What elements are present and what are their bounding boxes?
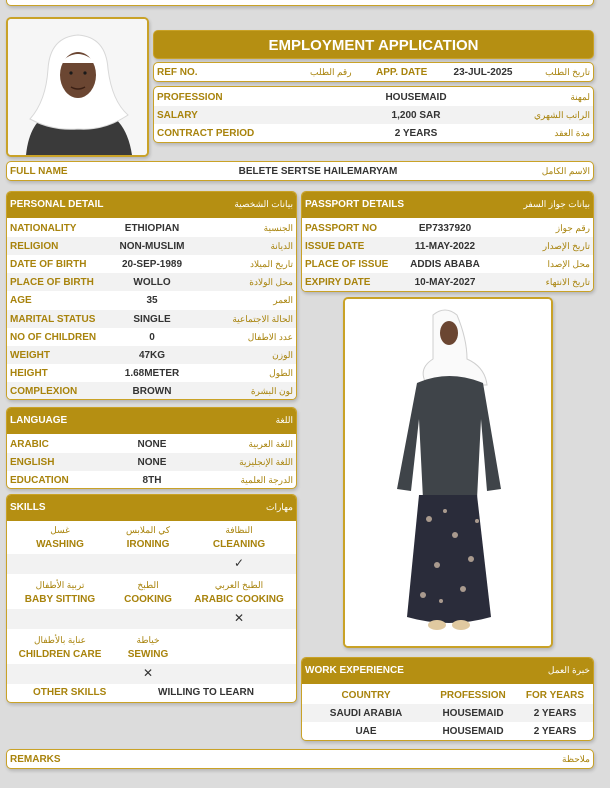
detail-label: ARABIC <box>10 439 49 450</box>
skills-title: SKILLS <box>10 502 46 513</box>
detail-ar-label: تاريخ الإصدار <box>542 241 590 251</box>
job-details <box>153 86 594 143</box>
detail-row <box>7 328 296 346</box>
work-title: WORK EXPERIENCE <box>305 665 404 676</box>
detail-label: PLACE OF ISSUE <box>305 259 389 270</box>
contract-ar: مدة العقد <box>554 128 590 138</box>
detail-value: 35 <box>146 295 158 307</box>
date-label: APP. DATE <box>376 67 428 78</box>
detail-value: 20-SEP-1989 <box>121 259 183 271</box>
form-title-banner <box>153 30 594 59</box>
work-experience-section <box>301 657 594 741</box>
detail-row <box>7 382 296 400</box>
app-date-value: 23-JUL-2025 <box>453 67 513 78</box>
detail-row <box>7 291 296 309</box>
detail-row <box>7 219 296 237</box>
detail-ar-label: الحالة الاجتماعية <box>232 313 293 324</box>
profession-label: PROFESSION <box>157 92 223 103</box>
remarks-label: REMARKS <box>10 754 61 765</box>
detail-value: NONE <box>137 457 167 468</box>
ref-label: REF NO. <box>157 67 198 78</box>
detail-value: NON-MUSLIM <box>119 241 185 253</box>
detail-ar-label: الديانة <box>270 241 293 252</box>
full-body-photo <box>343 297 553 648</box>
detail-value: ADDIS ABABA <box>410 259 480 270</box>
personal-title-ar: بيانات الشخصية <box>234 199 293 209</box>
detail-label: DATE OF BIRTH <box>10 259 87 271</box>
passport-title: PASSPORT DETAILS <box>305 199 405 210</box>
skill-ar-label: النظافة <box>225 525 253 535</box>
other-skills-label: OTHER SKILLS <box>33 687 107 698</box>
language-title: LANGUAGE <box>10 415 68 426</box>
full-name-label: FULL NAME <box>10 166 68 177</box>
detail-row <box>302 255 593 273</box>
detail-value: 8TH <box>142 475 162 486</box>
cross-icon: ✕ <box>142 666 154 680</box>
work-cell: HOUSEMAID <box>442 708 504 719</box>
salary-label: SALARY <box>157 110 198 121</box>
work-cell: 2 YEARS <box>533 726 577 737</box>
skill-label: CHILDREN CARE <box>18 649 102 660</box>
detail-label: PASSPORT NO <box>305 223 378 234</box>
detail-row <box>7 273 296 291</box>
detail-row <box>302 273 593 291</box>
work-column-header: FOR YEARS <box>525 690 585 701</box>
check-icon: ✓ <box>233 556 245 570</box>
detail-value: 1.68METER <box>124 367 180 379</box>
work-row <box>302 722 593 740</box>
skill-label: IRONING <box>126 539 170 550</box>
detail-label: COMPLEXION <box>10 385 78 397</box>
cross-icon: ✕ <box>233 611 245 625</box>
skill-label: BABY SITTING <box>24 594 96 605</box>
detail-row <box>7 310 296 328</box>
detail-value: NONE <box>137 439 167 450</box>
detail-row <box>7 346 296 364</box>
remarks-ar: ملاحظة <box>562 754 590 764</box>
work-title-ar: خبرة العمل <box>547 665 590 675</box>
skill-label: ARABIC COOKING <box>194 594 284 605</box>
skills-section <box>6 494 297 703</box>
detail-label: MARITAL STATUS <box>10 313 96 325</box>
skill-mark-band <box>7 554 296 574</box>
remarks-row <box>6 749 594 769</box>
detail-label: RELIGION <box>10 241 59 253</box>
detail-label: PLACE OF BIRTH <box>10 277 94 289</box>
contract-label: CONTRACT PERIOD <box>157 128 255 139</box>
detail-value: ETHIOPIAN <box>124 223 180 234</box>
work-cell: HOUSEMAID <box>442 726 504 737</box>
skill-ar-label: كي الملابس <box>125 525 171 535</box>
skill-label: WASHING <box>36 539 84 550</box>
detail-ar-label: عدد الاطفال <box>247 331 293 342</box>
other-skills-value: WILLING TO LEARN <box>158 687 254 698</box>
work-column-header: PROFESSION <box>440 690 506 701</box>
skill-mark-band <box>7 609 296 629</box>
detail-label: NATIONALITY <box>10 223 77 234</box>
salary-value: 1,200 SAR <box>391 110 441 121</box>
detail-ar-label: اللغة الإنجليزية <box>239 457 293 467</box>
skill-ar-label: غسل <box>50 525 70 535</box>
portrait-photo <box>6 17 149 157</box>
detail-ar-label: الوزن <box>272 349 293 360</box>
detail-label: ENGLISH <box>10 457 55 468</box>
detail-value: EP7337920 <box>418 223 472 234</box>
detail-label: NO OF CHILDREN <box>10 331 97 343</box>
detail-value: 47KG <box>138 349 166 361</box>
skill-ar-label: خياطة <box>136 635 160 645</box>
detail-ar-label: الطول <box>269 367 293 378</box>
work-cell: 2 YEARS <box>533 708 577 719</box>
detail-row <box>302 219 593 237</box>
skill-ar-label: الطبخ <box>137 580 159 590</box>
detail-label: EXPIRY DATE <box>305 277 371 288</box>
language-title-ar: اللغة <box>275 415 293 425</box>
work-cell: UAE <box>355 726 377 737</box>
detail-value: 0 <box>149 331 155 343</box>
detail-row <box>7 255 296 273</box>
detail-ar-label: محل الإصدا <box>547 259 590 269</box>
profession-value: HOUSEMAID <box>385 92 447 103</box>
contract-value: 2 YEARS <box>394 128 438 139</box>
detail-value: 10-MAY-2027 <box>414 277 476 288</box>
detail-label: AGE <box>10 295 32 307</box>
date-ar-label: تاريخ الطلب <box>545 67 590 77</box>
profession-ar: لمهنة <box>570 92 590 102</box>
detail-ar-label: محل الولادة <box>249 277 293 288</box>
work-row <box>302 704 593 722</box>
portrait-image <box>8 19 147 155</box>
detail-label: EDUCATION <box>10 475 69 486</box>
detail-ar-label: الجنسية <box>263 223 293 233</box>
passport-section <box>301 191 594 292</box>
detail-ar-label: تاريخ الميلاد <box>250 259 293 270</box>
detail-value: BROWN <box>132 385 172 397</box>
ref-date-row <box>153 62 594 82</box>
detail-ar-label: لون البشرة <box>250 385 293 396</box>
detail-row <box>7 453 296 471</box>
detail-ar-label: اللغة العربية <box>248 439 293 449</box>
detail-value: 11-MAY-2022 <box>414 241 476 252</box>
skill-label: CLEANING <box>212 539 266 550</box>
language-section <box>6 407 297 489</box>
personal-detail-section <box>6 191 297 400</box>
detail-label: ISSUE DATE <box>305 241 365 252</box>
detail-label: HEIGHT <box>10 367 48 379</box>
skill-label: SEWING <box>127 649 169 660</box>
detail-row <box>7 237 296 255</box>
detail-row <box>7 364 296 382</box>
full-name-value: BELETE SERTSE HAILEMARYAM <box>238 166 398 177</box>
detail-ar-label: العمر <box>273 295 293 306</box>
detail-label: WEIGHT <box>10 349 50 361</box>
detail-ar-label: تاريخ الانتهاء <box>545 277 590 287</box>
salary-ar: الراتب الشهري <box>534 110 590 120</box>
skill-ar-label: الطبخ العربي <box>214 580 264 590</box>
personal-title: PERSONAL DETAIL <box>10 199 104 210</box>
top-strip <box>6 0 594 6</box>
form-title: EMPLOYMENT APPLICATION <box>268 37 479 54</box>
full-body-image <box>345 299 551 646</box>
detail-ar-label: الدرجة العلمية <box>240 475 293 485</box>
work-column-header: COUNTRY <box>341 690 391 701</box>
skill-label: COOKING <box>124 594 172 605</box>
full-name-row <box>6 161 594 181</box>
detail-value: WOLLO <box>133 277 171 289</box>
work-cell: SAUDI ARABIA <box>329 708 403 719</box>
detail-row <box>302 237 593 255</box>
skills-title-ar: مهارات <box>265 502 293 512</box>
detail-value: SINGLE <box>133 313 171 325</box>
ref-ar-label: رقم الطلب <box>310 67 352 77</box>
full-name-ar: الاسم الكامل <box>541 166 590 176</box>
detail-row <box>7 471 296 489</box>
skill-ar-label: عناية بالأطفال <box>33 635 87 645</box>
skill-ar-label: تربية الأطفال <box>35 580 85 590</box>
detail-row <box>7 435 296 453</box>
passport-title-ar: بيانات جواز السفر <box>523 199 590 209</box>
detail-ar-label: رقم جواز <box>555 223 590 233</box>
